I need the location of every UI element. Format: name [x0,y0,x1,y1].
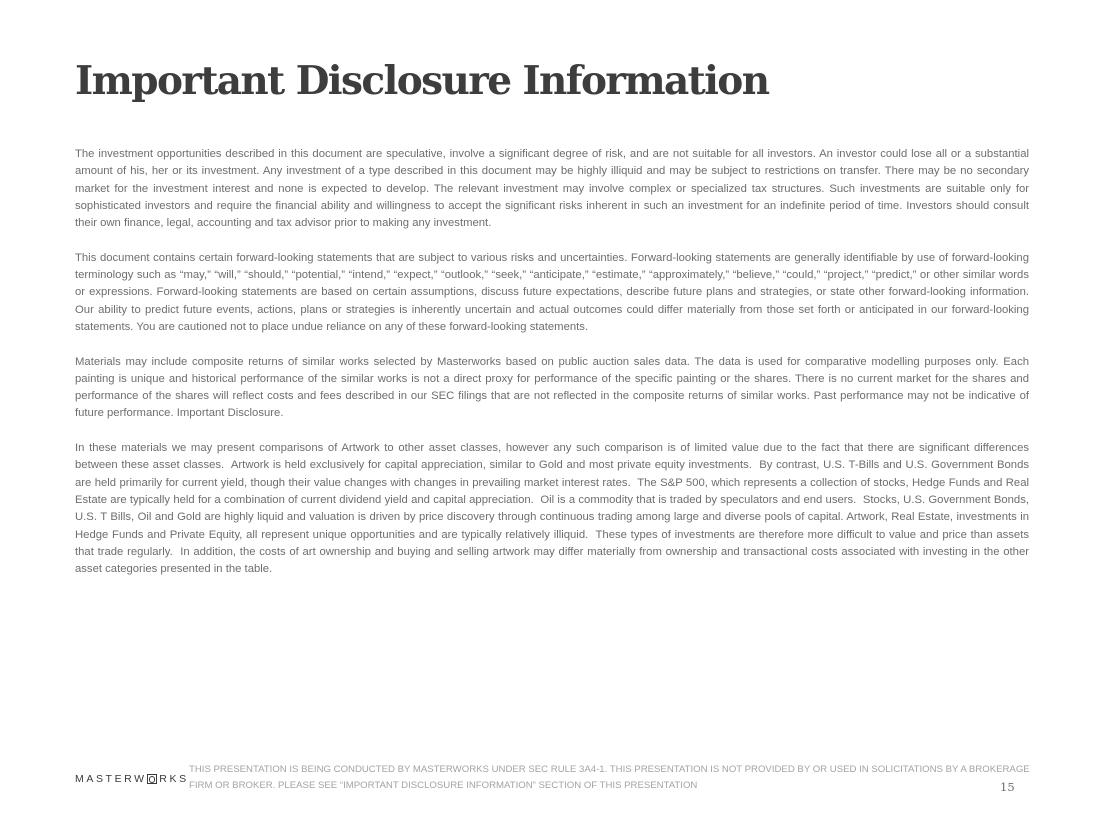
footer-disclaimer [189,762,1084,793]
logo-text-start: MASTERW [75,773,147,785]
disclaimer-line-2: FIRM OR BROKER. PLEASE SEE “IMPORTANT DISCLOSURE INFORMATION” SECTION OF THIS PRESENTATION [189,779,698,791]
disclosure-body [75,146,1033,578]
page-title: Important Disclosure Information [75,58,769,104]
paragraph-composite-returns: Materials may include composite returns of similar works selected by Masterworks based on public auction sales data. The data is used for comparative modelling purposes only. Each painting is unique and historical performance of the similar works is not a direct proxy for performance of the specific painting or the shares. There is no current market for the shares and performance of the shares will reflect costs and fees described in our SEC filings that are not reflected in the composite returns of similar works. Past performance may not be indicative of future performance. Important Disclosure. [75,355,1033,420]
page-number: 15 [1000,780,1015,794]
paragraph-asset-comparison: In these materials we may present comparisons of Artwork to other asset classes, however any such comparison is of limited value due to the fact that there are significant differences between these asset classes. Artwork is held exclusively for capital appreciation, similar to Gold and most private equity investments. By contrast, U.S. T-Bills and U.S. Government Bonds are held primarily for current yield, though their value changes with changes in prevailing market interest rates. The S&P 500, which represents a collection of stocks, Hedge Funds and Real Estate are typically held for a combination of current dividend yield and capital appreciation. Oil is a commodity that is traded by speculators and end users. Stocks, U.S. Government Bonds, U.S. T Bills, Oil and Gold are highly liquid and valuation is driven by price discovery through continuous trading among large and diverse pools of capital. Artwork, Real Estate, investments in Hedge Funds and Private Equity, all represent unique opportunities and are typically relatively illiquid. These types of investments are therefore more difficult to value and price than assets that trade regularly. In addition, the costs of art ownership and buying and selling artwork may differ materially from ownership and transactional costs associated with investing in the other asset categories presented in the table. [75,442,1033,576]
paragraph-risk: The investment opportunities described in this document are speculative, involve a significant degree of risk, and are not suitable for all investors. An investor could lose all or a substantial amount of his, her or its investment. Any investment of a type described in this document may be highly illiquid and may be subject to restrictions on transfer. There may be no secondary market for the investment interest and none is expected to develop. The relevant investment may involve complex or specialized tax structures. Such investments are suitable only for sophisticated investors and require the financial ability and willingness to accept the significant risks inherent in such an investment for an indefinite period of time. Investors should consult their own finance, legal, accounting and tax advisor prior to making any investment. [75,148,1033,230]
logo-text-end: RKS [159,773,189,785]
logo-square-o-icon [147,774,157,784]
paragraph-forward-looking: This document contains certain forward-looking statements that are subject to various risks and uncertainties. Forward-looking statements are generally identifiable by use of forward-looking terminology such as “may,” “will,” “should,” “potential,” “intend,” “expect,” “outlook,” “seek,” “anticipate,” “estimate,” “approximately,” “believe,” “could,” “project,” “predict,” or other similar words or expressions. Forward-looking statements are based on certain assumptions, discuss future expectations, describe future plans and strategies, or state other forward-looking information. Our ability to predict future events, actions, plans or strategies is inherently uncertain and actual outcomes could differ materially from those set forth or anticipated in our forward-looking statements. You are cautioned not to place undue reliance on any of these forward-looking statements. [75,251,1033,333]
masterworks-logo [75,773,189,785]
disclaimer-line-1: THIS PRESENTATION IS BEING CONDUCTED BY MASTERWORKS UNDER SEC RULE 3A4-1. THIS PRESENTATION IS NOT PROVIDED BY OR USED IN SOLICITATIONS BY A BROKERAGE [189,764,1030,775]
